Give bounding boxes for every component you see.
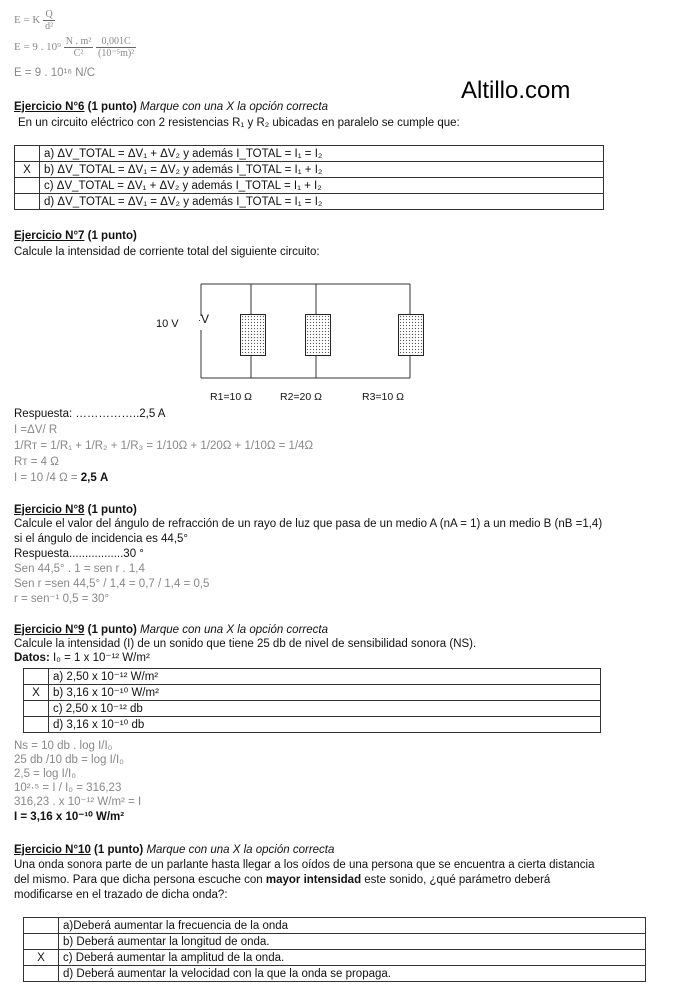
table-row xyxy=(15,162,604,178)
ej6-question: En un circuito eléctrico con 2 resistencias R₁ y R₂ ubicadas en paralelo se cumple que: xyxy=(18,117,460,129)
option-text: a) ΔV_TOTAL = ΔV₁ + ΔV₂ y además I_TOTAL = I₁ = I₂ xyxy=(40,146,604,162)
ej9-heading: Ejercicio N°9 (1 punto) Marque con una X la opción correcta xyxy=(14,624,328,636)
ej8-step: Sen 44,5° . 1 = sen r . 1,4 xyxy=(14,563,145,575)
option-mark[interactable] xyxy=(24,669,49,685)
ej10-question: modificarse en el trazado de dicha onda?: xyxy=(14,889,228,901)
ej8-question: Calcule el valor del ángulo de refracción de un rayo de luz que pasa de un medio A (nA = 1) a un medio B (nB =1,4) xyxy=(14,518,603,530)
table-row xyxy=(24,966,646,982)
watermark: Altillo.com xyxy=(461,77,571,104)
option-text: a) 2,50 x 10⁻¹² W/m² xyxy=(49,669,601,685)
formula-1: E = K $\frac{Q}{\text{d²}}$ xyxy=(14,9,54,32)
ej9-datos: Datos: I₀ = 1 x 10⁻¹² W/m² xyxy=(14,652,150,664)
option-mark[interactable] xyxy=(24,918,59,934)
ej8-heading: Ejercicio N°8 (1 punto) xyxy=(14,504,137,516)
table-row xyxy=(24,669,601,685)
option-text: a)Deberá aumentar la frecuencia de la onda xyxy=(59,918,646,934)
source-v-label: ·V xyxy=(198,312,210,326)
ej7-heading: Ejercicio N°7 (1 punto) xyxy=(14,230,137,242)
ej9-question: Calcule la intensidad (I) de un sonido que tiene 25 db de nivel de sensibilidad sonora (NS). xyxy=(14,638,477,650)
option-mark[interactable] xyxy=(15,194,40,210)
voltage-label: 10 V xyxy=(156,318,179,330)
ej10-question: del mismo. Para que dicha persona escuche con mayor intensidad este sonido, ¿qué parámetro deberá xyxy=(14,874,551,886)
table-row xyxy=(24,950,646,966)
option-text: d) Deberá aumentar la velocidad con la que la onda se propaga. xyxy=(59,966,646,982)
option-text: c) Deberá aumentar la amplitud de la onda. xyxy=(59,950,646,966)
ej9-step: 25 db /10 db = log I/I₀ xyxy=(14,754,124,766)
table-row xyxy=(15,194,604,210)
table-row xyxy=(24,717,601,733)
ej7-answer: Respuesta: ……………..2,5 A xyxy=(14,408,166,420)
option-mark[interactable] xyxy=(15,146,40,162)
option-mark[interactable] xyxy=(24,966,59,982)
option-text: d) 3,16 x 10⁻¹⁰ db xyxy=(49,717,601,733)
option-mark[interactable] xyxy=(24,934,59,950)
ej9-step: 10²·⁵ = I / I₀ = 316,23 xyxy=(14,782,122,794)
r1-label: R1=10 Ω xyxy=(210,391,252,403)
ej9-step: 2,5 = log I/I₀ xyxy=(14,768,76,780)
ej7-question: Calcule la intensidad de corriente total del siguiente circuito: xyxy=(14,246,320,258)
ej7-step: Rт = 4 Ω xyxy=(14,456,59,468)
ej10-options-table xyxy=(23,917,646,982)
option-text: d) ΔV_TOTAL = ΔV₁ = ΔV₂ y además I_TOTAL = I₁ = I₂ xyxy=(40,194,604,210)
option-mark[interactable] xyxy=(15,178,40,194)
ej7-step: 1/Rт = 1/R₁ + 1/R₂ + 1/R₃ = 1/10Ω + 1/20Ω + 1/10Ω = 1/4Ω xyxy=(14,440,314,452)
resistor-r3 xyxy=(398,314,424,356)
table-row xyxy=(24,934,646,950)
resistor-r1 xyxy=(240,314,266,356)
option-text: c) ΔV_TOTAL = ΔV₁ + ΔV₂ y además I_TOTAL = I₁ + I₂ xyxy=(40,178,604,194)
table-row xyxy=(24,685,601,701)
r3-label: R3=10 Ω xyxy=(362,391,404,403)
ej8-answer: Respuesta.................30 ° xyxy=(14,548,144,560)
option-mark[interactable] xyxy=(24,717,49,733)
ej9-step: 316,23 . x 10⁻¹² W/m² = I xyxy=(14,796,142,808)
ej7-step: I =ΔV/ R xyxy=(14,424,58,436)
formula-2: E = 9 . 10⁹ $\frac{\text{N . m²}}{\text{C²}}$ $\frac{0,001C}{\text{(10⁻⁵m)²}}$ xyxy=(14,36,135,59)
option-text: b) Deberá aumentar la longitud de onda. xyxy=(59,934,646,950)
ej9-final: I = 3,16 x 10⁻¹⁰ W/m² xyxy=(14,811,125,823)
ej8-step: r = sen⁻¹ 0,5 = 30° xyxy=(14,593,110,605)
ej9-step: Ns = 10 db . log I/I₀ xyxy=(14,740,113,752)
formula-3: E = 9 . 10¹⁶ N/C xyxy=(14,67,96,79)
resistor-r2 xyxy=(305,314,331,356)
ej6-options-table xyxy=(14,145,604,210)
option-mark[interactable]: X xyxy=(24,685,49,701)
ej6-heading: Ejercicio N°6 (1 punto) Marque con una X la opción correcta xyxy=(14,101,328,113)
ej8-step: Sen r =sen 44,5° / 1,4 = 0,7 / 1,4 = 0,5 xyxy=(14,578,210,590)
ej8-question: si el ángulo de incidencia es 44,5° xyxy=(14,533,189,545)
option-mark[interactable]: X xyxy=(15,162,40,178)
option-text: c) 2,50 x 10⁻¹² db xyxy=(49,701,601,717)
option-text: b) ΔV_TOTAL = ΔV₁ = ΔV₂ y además I_TOTAL = I₁ + I₂ xyxy=(40,162,604,178)
option-mark[interactable] xyxy=(24,701,49,717)
table-row xyxy=(15,146,604,162)
option-mark[interactable]: X xyxy=(24,950,59,966)
option-text: b) 3,16 x 10⁻¹⁰ W/m² xyxy=(49,685,601,701)
ej7-final: I = 10 /4 Ω = 2,5 A xyxy=(14,472,109,484)
ej10-heading: Ejercicio N°10 (1 punto) Marque con una X la opción correcta xyxy=(14,844,335,856)
r2-label: R2=20 Ω xyxy=(280,391,322,403)
table-row xyxy=(24,918,646,934)
ej9-options-table xyxy=(23,668,601,733)
table-row xyxy=(24,701,601,717)
ej10-question: Una onda sonora parte de un parlante hasta llegar a los oídos de una persona que se encuentra a cierta distancia xyxy=(14,859,595,871)
table-row xyxy=(15,178,604,194)
